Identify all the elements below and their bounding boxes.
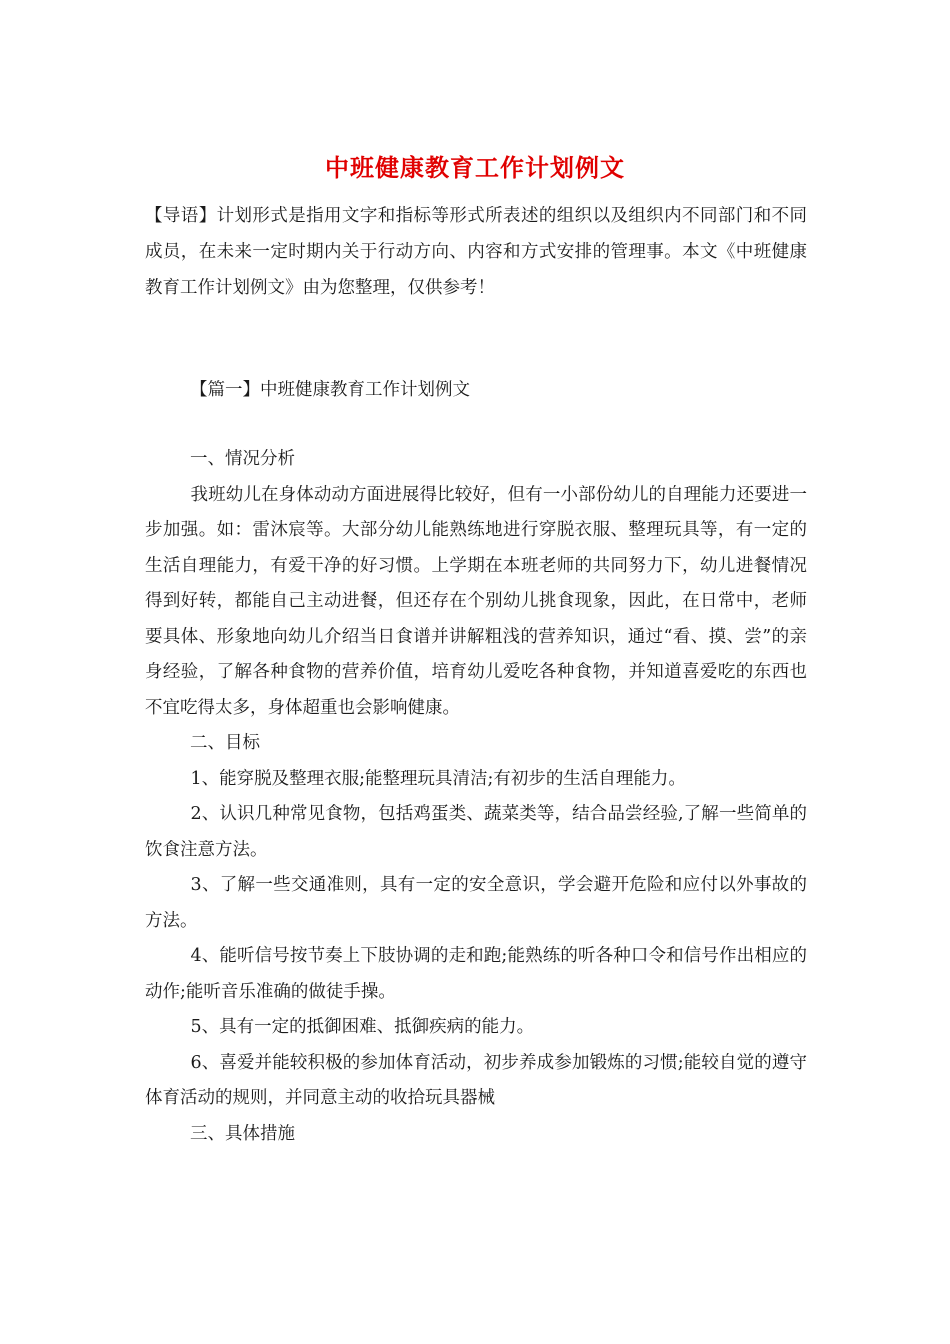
intro-paragraph: 【导语】计划形式是指用文字和指标等形式所表述的组织以及组织内不同部门和不同成员，在未来一定时期内关于行动方向、内容和方式安排的管理事。本文《中班健康教育工作计划例文》由为您整理，仅供参考！ xyxy=(145,206,807,298)
document-title: 中班健康教育工作计划例文 xyxy=(325,153,625,182)
section-1-heading: 一、情况分析 xyxy=(190,449,295,469)
goal-item: 1、能穿脱及整理衣服;能整理玩具清洁;有初步的生活自理能力。 xyxy=(190,768,686,789)
goal-item: 4、能听信号按节奏上下肢协调的走和跑;能熟练的听各种口令和信号作出相应的动作;能听音乐准确的做徒手操。 xyxy=(145,946,807,1002)
section-3-heading: 三、具体措施 xyxy=(190,1123,295,1144)
goal-item: 6、喜爱并能较积极的参加体育活动，初步养成参加锻炼的习惯;能较自觉的遵守体育活动的规则，并同意主动的收拾玩具器械 xyxy=(145,1052,807,1108)
section-1-paragraph: 我班幼儿在身体动动方面进展得比较好，但有一小部份幼儿的自理能力还要进一步加强。如：雷沐宸等。大部分幼儿能熟练地进行穿脱衣服、整理玩具等，有一定的生活自理能力，有爱干净的好习惯。上学期在本班老师的共同努力下，幼儿进餐情况得到好转，都能自己主动进餐，但还存在个别幼儿挑食现象，因此，在日常中，老师要具体、形象地向幼儿介绍当日食谱并讲解粗浅的营养知识，通过“看、摸、尝”的亲身经验，了解各种食物的营养价值，培育幼儿爱吃各种食物，并知道喜爱吃的东西也不宜吃得太多，身体超重也会影响健康。 xyxy=(145,484,807,718)
section-2-heading: 二、目标 xyxy=(190,733,260,753)
part-title: 【篇一】中班健康教育工作计划例文 xyxy=(190,380,470,400)
goal-item: 2、认识几种常见食物，包括鸡蛋类、蔬菜类等，结合品尝经验,了解一些简单的饮食注意方法。 xyxy=(145,804,807,860)
document-body xyxy=(145,442,807,1152)
goal-item: 3、了解一些交通准则，具有一定的安全意识，学会避开危险和应付以外事故的方法。 xyxy=(145,875,807,931)
goal-item: 5、具有一定的抵御困难、抵御疾病的能力。 xyxy=(190,1017,535,1037)
